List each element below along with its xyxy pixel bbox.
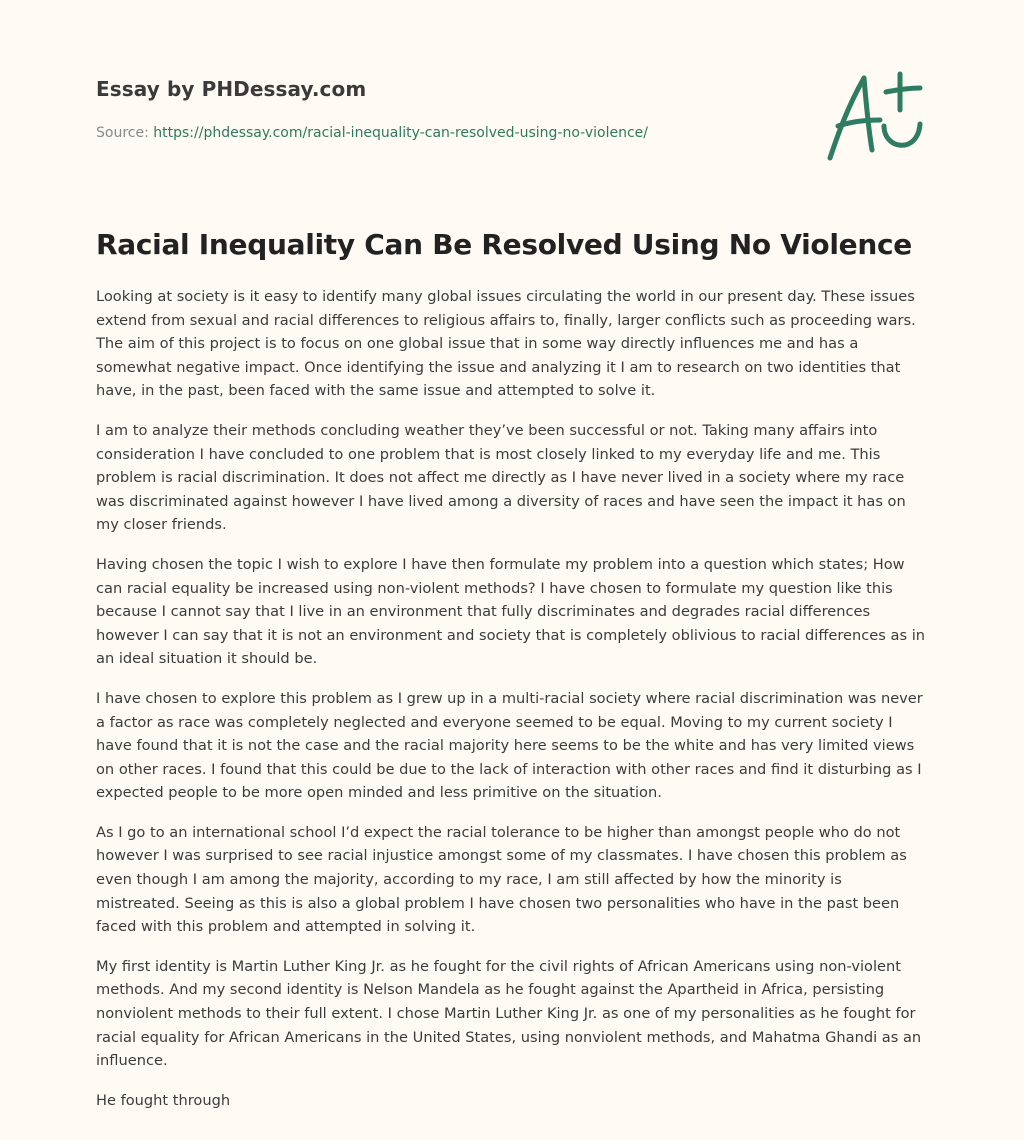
source-line <box>96 125 648 141</box>
essay-paragraph: He fought through <box>96 1091 231 1109</box>
essay-paragraph: As I go to an international school I’d expect the racial tolerance to be higher than amongst people who do not however I was surprised to see racial injustice amongst some of my classmates. I have chosen this problem as even though I am among the majority, according to my race, I am still affected by how the minority is mistreated. Seeing as this is also a global problem I have chosen two personalities who have in the past been faced with this problem and attempted in solving it. <box>96 823 907 936</box>
essay-title: Racial Inequality Can Be Resolved Using No Violence <box>96 228 912 261</box>
essay-body <box>96 285 928 1128</box>
source-link[interactable]: https://phdessay.com/racial-inequality-can-resolved-using-no-violence/ <box>153 125 648 141</box>
essay-paragraph: I have chosen to explore this problem as I grew up in a multi-racial society where racial discrimination was never a factor as race was completely neglected and everyone seemed to be equal. Moving to my current society I have found that it is not the case and the racial majority here seems to be the white and has very limited views on other races. I found that this could be due to the lack of interaction with other races and find it disturbing as I expected people to be more open minded and less primitive on the situation. <box>96 689 923 802</box>
essay-paragraph: Looking at society is it easy to identify many global issues circulating the world in our present day. These issues extend from sexual and racial differences to religious affairs to, finally, larger conflicts such as proceeding wars. The aim of this project is to focus on one global issue that in some way directly influences me and has a somewhat negative impact. Once identifying the issue and analyzing it I am to research on two identities that have, in the past, been faced with the same issue and attempted to solve it. <box>96 288 916 400</box>
essay-paragraph: My first identity is Martin Luther King Jr. as he fought for the civil rights of African Americans using non-violent methods. And my second identity is Nelson Mandela as he fought against the Apartheid in Africa, persisting nonviolent methods to their full extent. I chose Martin Luther King Jr. as one of my personalities as he fought for racial equality for African Americans in the United States, using nonviolent methods, and Mahatma Ghandi as an influence. <box>96 957 922 1070</box>
brand-title: Essay by PHDessay.com <box>96 77 367 101</box>
source-label: Source: <box>96 125 149 141</box>
essay-page <box>96 0 932 1140</box>
essay-paragraph: I am to analyze their methods concluding weather they’ve been successful or not. Taking many affairs into consideration I have concluded to one problem that is most closely linked to my everyday life and me. This problem is racial discrimination. It does not affect me directly as I have never lived in a society where my race was discriminated against however I have lived among a diversity of races and have seen the impact it has on my closer friends. <box>96 421 906 534</box>
a-plus-logo-icon <box>824 68 928 164</box>
essay-paragraph: Having chosen the topic I wish to explore I have then formulate my problem into a question which states; How can racial equality be increased using non-violent methods? I have chosen to formulate my question like this because I cannot say that I live in an environment that fully discriminates and degrades racial differences however I can say that it is not an environment and society that is completely oblivious to racial differences as in an ideal situation it should be. <box>96 555 926 668</box>
